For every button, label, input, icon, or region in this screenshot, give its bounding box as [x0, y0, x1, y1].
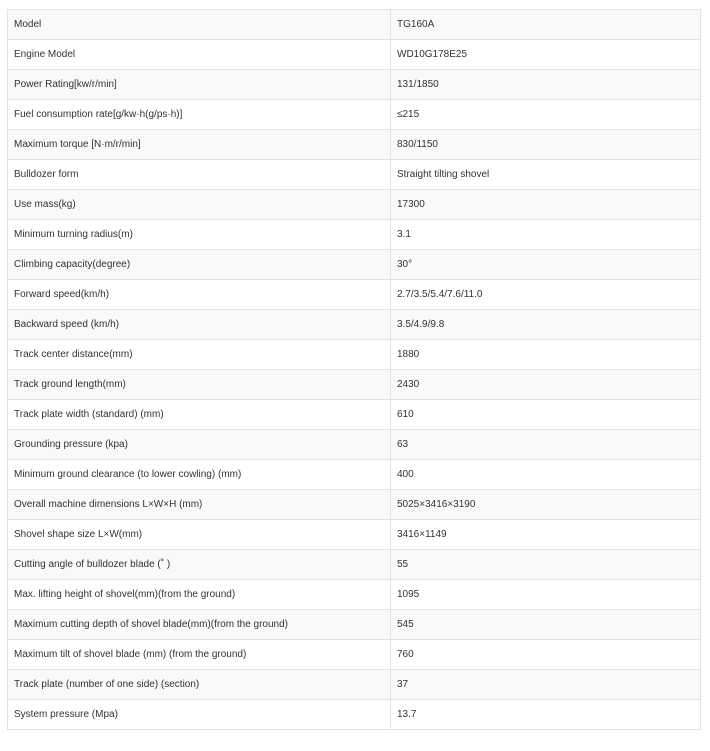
table-row	[8, 400, 701, 430]
table-row	[8, 250, 701, 280]
spec-label: Grounding pressure (kpa)	[8, 430, 391, 460]
spec-label: Bulldozer form	[8, 160, 391, 190]
spec-value: 131/1850	[391, 70, 701, 100]
table-row	[8, 10, 701, 40]
spec-value: 17300	[391, 190, 701, 220]
spec-label: Maximum cutting depth of shovel blade(mm)(from the ground)	[8, 610, 391, 640]
spec-value: 3.5/4.9/9.8	[391, 310, 701, 340]
spec-table-body	[8, 10, 701, 730]
spec-label: Use mass(kg)	[8, 190, 391, 220]
spec-label: Maximum tilt of shovel blade (mm) (from the ground)	[8, 640, 391, 670]
table-row	[8, 670, 701, 700]
spec-label: Power Rating[kw/r/min]	[8, 70, 391, 100]
spec-label: Forward speed(km/h)	[8, 280, 391, 310]
spec-label: Backward speed (km/h)	[8, 310, 391, 340]
table-row	[8, 70, 701, 100]
spec-value: 400	[391, 460, 701, 490]
spec-table-container	[7, 9, 700, 730]
spec-label: Fuel consumption rate[g/kw·h(g/ps·h)]	[8, 100, 391, 130]
spec-value: 1880	[391, 340, 701, 370]
spec-value: 2.7/3.5/5.4/7.6/11.0	[391, 280, 701, 310]
spec-label: System pressure (Mpa)	[8, 700, 391, 730]
table-row	[8, 430, 701, 460]
spec-label: Minimum ground clearance (to lower cowling) (mm)	[8, 460, 391, 490]
table-row	[8, 280, 701, 310]
spec-table	[7, 9, 701, 730]
spec-label: Track plate (number of one side) (section)	[8, 670, 391, 700]
spec-value: 3.1	[391, 220, 701, 250]
spec-value: 5025×3416×3190	[391, 490, 701, 520]
spec-label: Track center distance(mm)	[8, 340, 391, 370]
spec-label: Cutting angle of bulldozer blade (˚ )	[8, 550, 391, 580]
table-row	[8, 310, 701, 340]
spec-value: 2430	[391, 370, 701, 400]
spec-label: Engine Model	[8, 40, 391, 70]
spec-value: 545	[391, 610, 701, 640]
table-row	[8, 190, 701, 220]
spec-label: Climbing capacity(degree)	[8, 250, 391, 280]
spec-label: Maximum torque [N·m/r/min]	[8, 130, 391, 160]
spec-value: ≤215	[391, 100, 701, 130]
spec-value: 760	[391, 640, 701, 670]
table-row	[8, 550, 701, 580]
table-row	[8, 610, 701, 640]
table-row	[8, 340, 701, 370]
spec-value: 63	[391, 430, 701, 460]
spec-value: 3416×1149	[391, 520, 701, 550]
table-row	[8, 370, 701, 400]
table-row	[8, 460, 701, 490]
spec-value: WD10G178E25	[391, 40, 701, 70]
spec-value: TG160A	[391, 10, 701, 40]
spec-label: Overall machine dimensions L×W×H (mm)	[8, 490, 391, 520]
table-row	[8, 640, 701, 670]
table-row	[8, 160, 701, 190]
spec-label: Minimum turning radius(m)	[8, 220, 391, 250]
table-row	[8, 220, 701, 250]
spec-value: 37	[391, 670, 701, 700]
table-row	[8, 40, 701, 70]
table-row	[8, 100, 701, 130]
spec-value: 55	[391, 550, 701, 580]
spec-value: 830/1150	[391, 130, 701, 160]
spec-value: Straight tilting shovel	[391, 160, 701, 190]
spec-label: Model	[8, 10, 391, 40]
table-row	[8, 130, 701, 160]
spec-label: Track plate width (standard) (mm)	[8, 400, 391, 430]
spec-label: Shovel shape size L×W(mm)	[8, 520, 391, 550]
spec-value: 30°	[391, 250, 701, 280]
table-row	[8, 490, 701, 520]
spec-value: 1095	[391, 580, 701, 610]
spec-value: 13.7	[391, 700, 701, 730]
table-row	[8, 580, 701, 610]
spec-label: Max. lifting height of shovel(mm)(from the ground)	[8, 580, 391, 610]
spec-label: Track ground length(mm)	[8, 370, 391, 400]
spec-value: 610	[391, 400, 701, 430]
table-row	[8, 520, 701, 550]
table-row	[8, 700, 701, 730]
